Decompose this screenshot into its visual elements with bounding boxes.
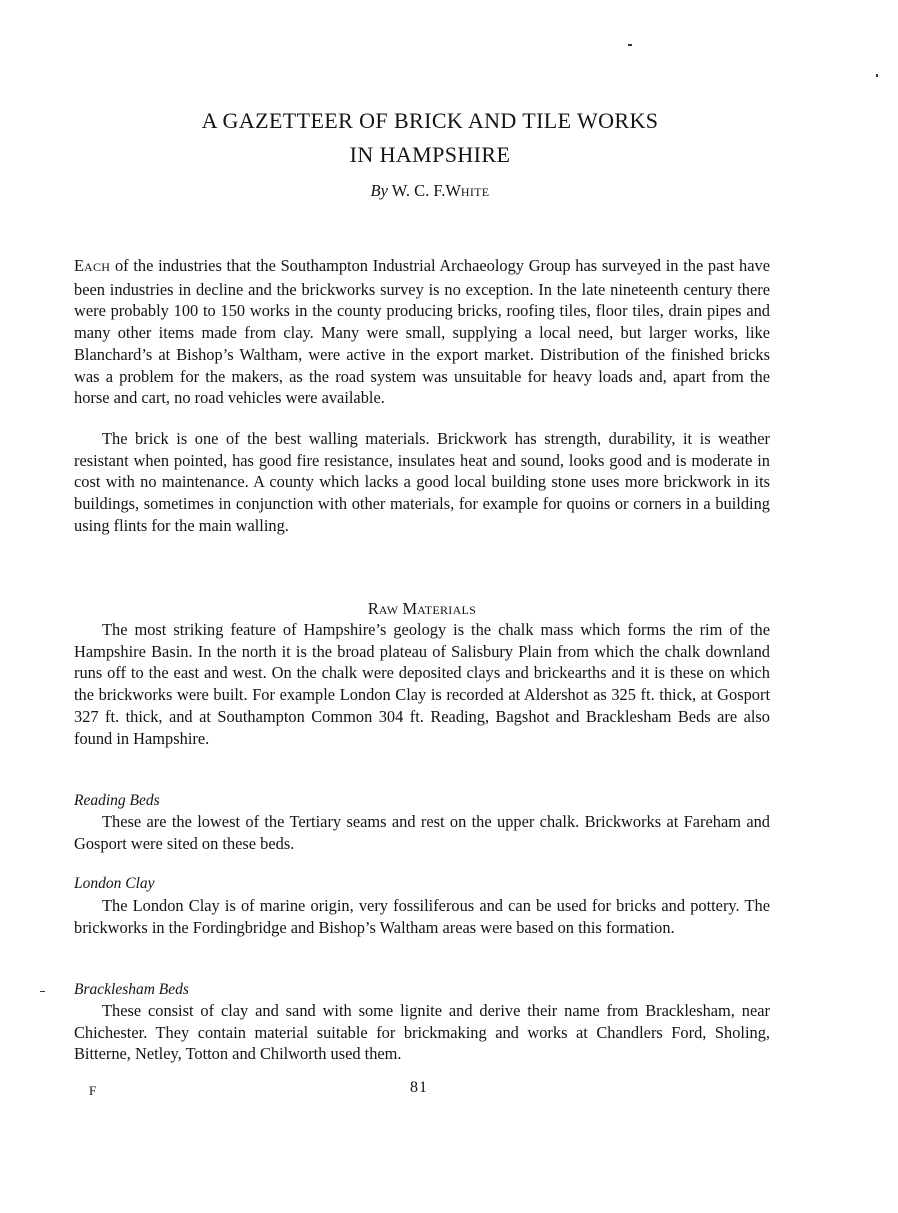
raw-materials-heading (74, 598, 770, 621)
section-heading-bracklesham-beds: Bracklesham Beds (74, 981, 189, 998)
byline-surname-rest: HITE (460, 185, 490, 199)
byline-surname-cap: W (445, 181, 461, 200)
page-number: 81 (410, 1079, 428, 1096)
raw-materials-paragraph: The most striking feature of Hampshire’s geology is the chalk mass which forms the rim of the Hampshire Basin. In the north it is the broad plateau of Salisbury Plain from which the chalk downland runs off to the east and west. On the chalk were deposited clays and brickearths and it is these on which the brickworks were built. For example London Clay is recorded at Aldershot as 325 ft. thick, at Gosport 327 ft. thick, and at Southampton Common 304 ft. Reading, Bagshot and Bracklesham Beds are also found in Hampshire. (74, 620, 770, 748)
article-title (100, 104, 760, 172)
byline (100, 180, 760, 203)
heading-rest-aw: AW (378, 603, 399, 617)
intro-paragraph-1-text: of the industries that the Southampton Industrial Archaeology Group has surveyed in the past have been industries in decline and the brickworks survey is no exception. In the late nineteenth century there were probably 100 to 150 works in the county producing bricks, roofing tiles, floor tiles, drain pipes and many other items made from clay. Many were small, supplying a local need, but larger works, like Blanchard’s at Bishop’s Waltham, were active in the export market. Distribution of the finished bricks was a problem for the makers, as the road system was unsuitable for heavy loads and, apart from the horse and cart, no road vehicles were available. (74, 256, 770, 408)
heading-cap-m: M (402, 599, 418, 618)
section-text-reading-beds: These are the lowest of the Tertiary seams and rest on the upper chalk. Brickworks at Fareham and Gosport were sited on these beds. (74, 812, 770, 853)
byline-by: By (370, 181, 388, 200)
section-text-bracklesham-beds: These consist of clay and sand with some lignite and derive their name from Bracklesham, near Chichester. They contain material suitable for brickmaking and works at Chandlers Ford, Sholing, Bitterne, Netley, Totton and Chilworth used them. (74, 1001, 770, 1064)
intro-paragraph-1 (74, 255, 770, 409)
lead-word-rest: ACH (84, 260, 111, 274)
title-line-1: A GAZETTEER OF BRICK AND TILE WORKS (201, 108, 659, 133)
scan-speck (628, 44, 632, 46)
section-heading-london-clay: London Clay (74, 875, 155, 892)
byline-initials: W. C. F. (391, 181, 446, 200)
title-line-2: IN HAMPSHIRE (349, 142, 511, 167)
intro-paragraph-2: The brick is one of the best walling materials. Brickwork has strength, durability, it is weather resistant when pointed, has good fire resistance, insulates heat and sound, looks good and is moderate in cost with no maintenance. A county which lacks a good local building stone uses more brickwork in its buildings, sometimes in conjunction with other materials, for example for quoins or corners in a building using flints for the main walling. (74, 429, 770, 535)
scan-speck (876, 74, 878, 77)
section-text-london-clay: The London Clay is of marine origin, very fossiliferous and can be used for bricks and pottery. The brickworks in the Fordingbridge and Bishop’s Waltham areas were based on this formation. (74, 896, 770, 937)
heading-rest-aterials: ATERIALS (417, 603, 477, 617)
lead-word-cap: E (74, 256, 85, 275)
heading-cap-r: R (367, 599, 379, 618)
section-heading-reading-beds: Reading Beds (74, 792, 160, 809)
signature-mark: F (89, 1083, 97, 1098)
scan-speck (40, 991, 45, 992)
